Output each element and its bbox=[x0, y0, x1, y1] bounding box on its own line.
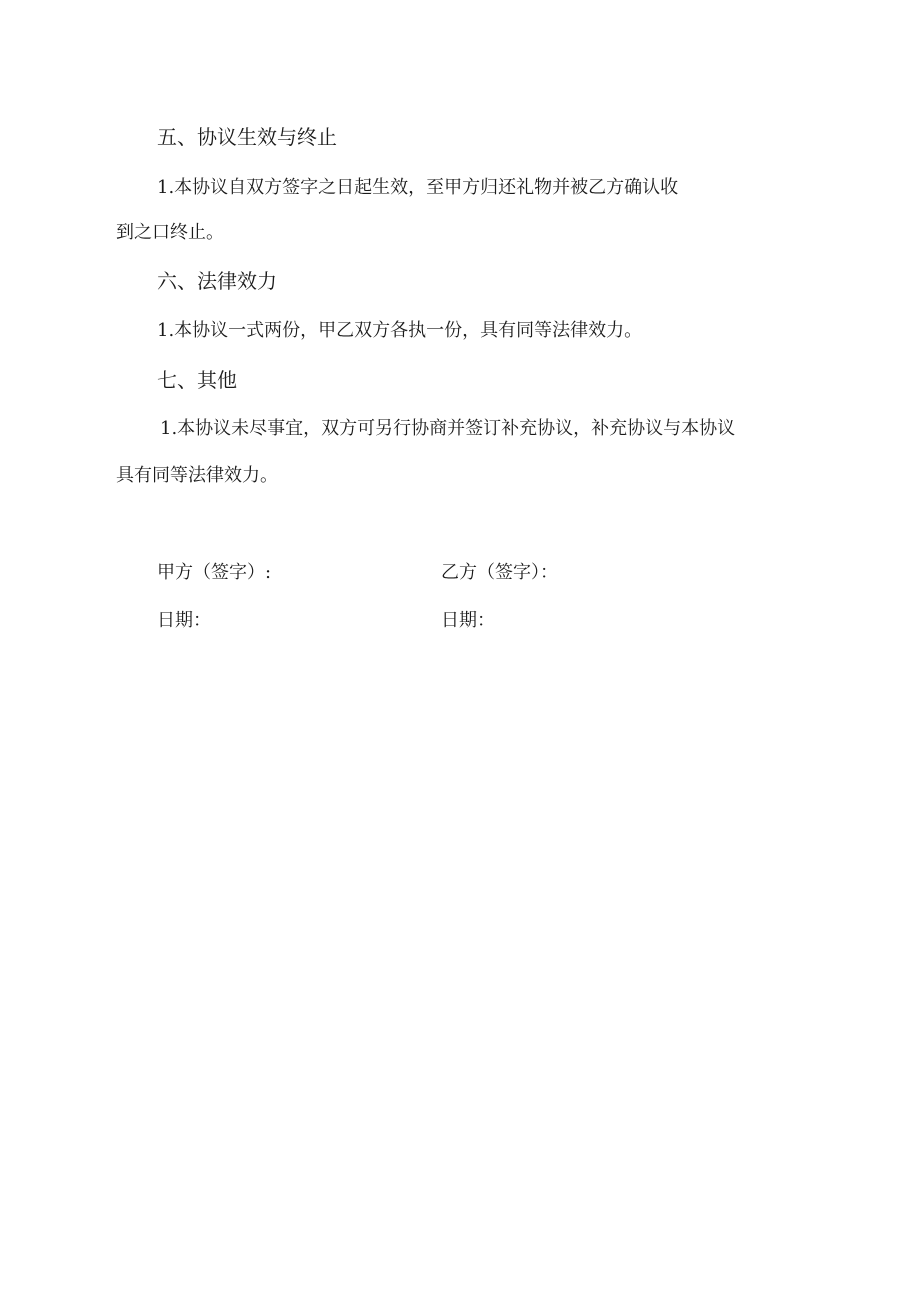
section-5-line-2: 到之口终止。 bbox=[116, 222, 224, 243]
section-heading-effect-termination: 五、协议生效与终止 bbox=[157, 125, 337, 149]
section-heading-legal-effect: 六、法律效力 bbox=[157, 269, 277, 293]
section-7-line-1: 1.本协议未尽事宜，双方可另行协商并签订补充协议，补充协议与本协议 bbox=[160, 418, 736, 439]
section-6-line-1: 1.本协议一式两份，甲乙双方各执一份，具有同等法律效力。 bbox=[157, 320, 643, 341]
party-a-date-label: 日期： bbox=[157, 610, 211, 631]
party-b-date-label: 日期： bbox=[441, 610, 495, 631]
party-b-signature-label: 乙方（签字）： bbox=[441, 562, 558, 583]
section-5-line-1: 1.本协议自双方签字之日起生效，至甲方归还礼物并被乙方确认收 bbox=[157, 177, 679, 198]
section-7-line-2: 具有同等法律效力。 bbox=[116, 465, 278, 486]
party-a-signature-label: 甲方（签字）: bbox=[157, 562, 272, 583]
section-heading-other: 七、其他 bbox=[157, 368, 237, 392]
